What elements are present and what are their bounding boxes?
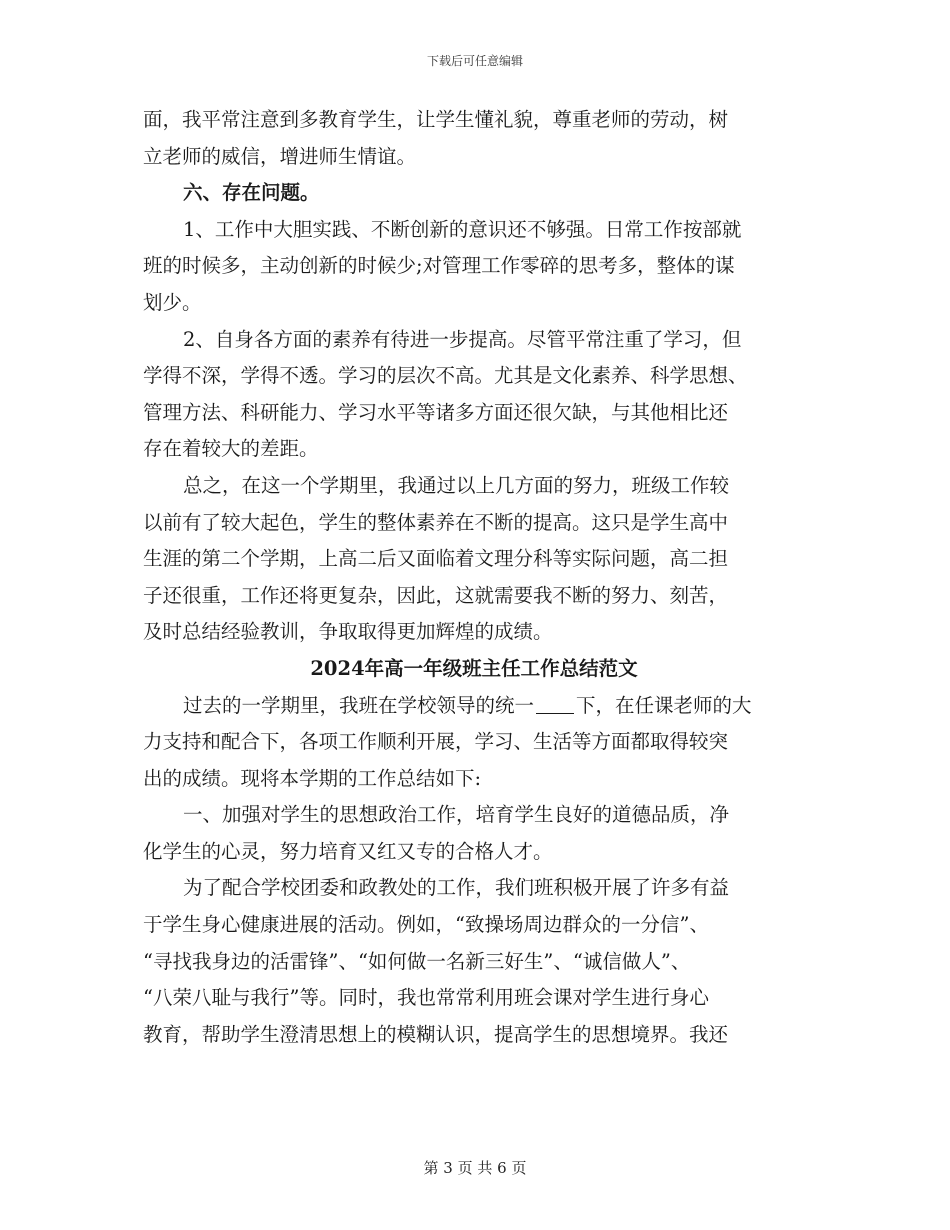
text-line: 面，我平常注意到多教育学生，让学生懂礼貌，尊重老师的劳动，树 (143, 108, 729, 131)
text-line: 存在着较大的差距。 (143, 437, 319, 461)
text-line: 总之，在这一个学期里，我通过以上几方面的努力，班级工作较 (183, 473, 730, 497)
text-line: 划少。 (143, 290, 202, 314)
document-body (143, 102, 805, 1053)
text-line (143, 688, 805, 725)
text-segment: 下，在任课老师的大 (576, 693, 752, 717)
fill-in-blank (536, 711, 574, 714)
text-line: 力支持和配合下，各项工作顺利开展，学习、生活等方面都取得较突 (143, 730, 729, 754)
text-line: 生涯的第二个学期，上高二后又面临着文理分科等实际问题，高二担 (143, 547, 729, 571)
text-line: 于学生身心健康进展的活动。例如，“致操场周边群众的一分信”、 (143, 913, 709, 937)
text-line: 学得不深，学得不透。学习的层次不高。尤其是文化素养、科学思想、 (143, 364, 748, 388)
text-line: 及时总结经验教训，争取取得更加辉煌的成绩。 (143, 620, 553, 644)
text-line: 教育，帮助学生澄清思想上的模糊认识，提高学生的思想境界。我还 (143, 1022, 729, 1046)
text-segment: 过去的一学期里，我班在学校领导的统一 (183, 693, 535, 717)
text-line: “寻找我身边的活雷锋”、“如何做一名新三好生”、“诚信做人”、 (143, 949, 691, 973)
text-line: “八荣八耻与我行”等。同时，我也常常利用班会课对学生进行身心 (143, 986, 709, 1010)
article-title: 2024年高一年级班主任工作总结范文 (310, 656, 638, 680)
text-line: 为了配合学校团委和政教处的工作，我们班积极开展了许多有益 (183, 876, 730, 900)
text-line: 1、工作中大胆实践、不断创新的意识还不够强。日常工作按部就 (183, 217, 742, 241)
text-line: 立老师的威信，增进师生情谊。 (143, 144, 417, 168)
page-number: 第 3 页 共 6 页 (423, 1159, 527, 1177)
text-line: 子还很重，工作还将更复杂，因此，这就需要我不断的努力、刻苦， (143, 583, 729, 607)
text-line: 以前有了较大起色，学生的整体素养在不断的提高。这只是学生高中 (143, 510, 729, 534)
text-line: 出的成绩。现将本学期的工作总结如下: (143, 766, 482, 790)
text-line: 班的时候多，主动创新的时候少;对管理工作零碎的思考多，整体的谋 (143, 254, 735, 278)
text-line: 管理方法、科研能力、学习水平等诸多方面还很欠缺，与其他相比还 (143, 400, 729, 424)
text-line: 2、自身各方面的素养有待进一步提高。尽管平常注重了学习，但 (183, 327, 742, 351)
page-header: 下载后可任意编辑 (426, 54, 523, 68)
text-line: 化学生的心灵，努力培育又红又专的合格人才。 (143, 839, 553, 863)
text-line: 一、加强对学生的思想政治工作，培育学生良好的道德品质，净 (183, 803, 730, 827)
section-heading: 六、存在问题。 (183, 181, 320, 205)
